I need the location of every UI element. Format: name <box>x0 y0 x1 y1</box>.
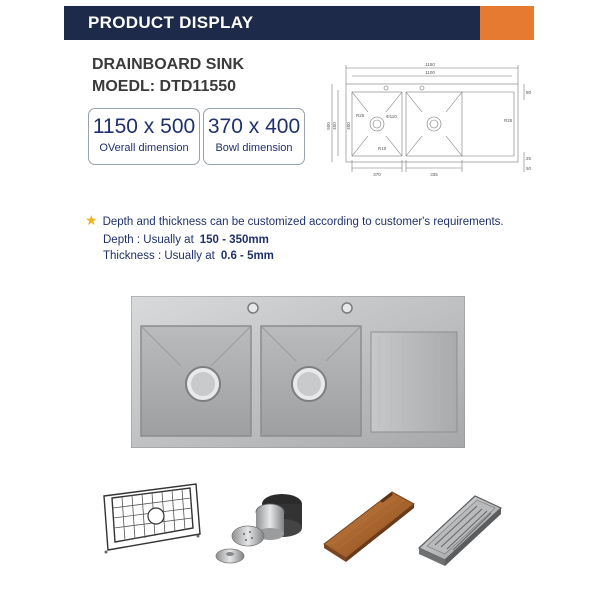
customization-note <box>85 212 504 229</box>
overall-dimension-box <box>88 108 200 165</box>
dim-1150-top: 1150 <box>425 62 435 67</box>
depth-value: 150 - 350mm <box>199 234 269 246</box>
bowl-dimension-box <box>203 108 305 165</box>
dim-1100-top: 1100 <box>425 70 435 75</box>
bottom-grid-image <box>92 478 208 558</box>
dim-r25-left: R25 <box>356 113 365 118</box>
thickness-label: Thickness : Usually at <box>103 250 215 262</box>
star-icon: ★ <box>85 212 98 228</box>
depth-label: Depth : Usually at <box>103 234 194 246</box>
header-accent-block <box>480 6 534 40</box>
dim-370-bottom: 370 <box>373 172 381 177</box>
overall-dimension-value: 1150 x 500 <box>92 115 196 138</box>
product-title: DRAINBOARD SINK <box>92 56 244 73</box>
dim-335-bottom: 335 <box>430 172 438 177</box>
strainer-basket-image <box>210 478 310 573</box>
cutting-board-image <box>318 478 418 568</box>
technical-drawing <box>322 60 534 180</box>
dim-400-bowl: 400 <box>346 122 351 130</box>
dim-r25-right: R25 <box>504 118 513 123</box>
customization-note-text: Depth and thickness can be customized according to customer's requirements. <box>102 216 504 228</box>
dim-50-right: 50 <box>526 166 532 171</box>
overall-dimension-label: OVerall dimension <box>99 142 189 154</box>
colander-drainer-image <box>415 478 507 566</box>
dim-25-right: 25 <box>526 156 532 161</box>
dim-r10: R10 <box>378 146 387 151</box>
dim-500-left: 500 <box>326 122 331 130</box>
thickness-value: 0.6 - 5mm <box>220 250 274 262</box>
header-bar <box>64 6 534 40</box>
dim-80-right: 80 <box>526 90 532 95</box>
depth-spec <box>103 234 269 246</box>
dim-450-left: 450 <box>332 122 337 130</box>
dim-phi110: Φ110 <box>386 114 397 119</box>
sink-product-image <box>131 296 465 448</box>
bowl-dimension-label: Bowl dimension <box>215 142 293 154</box>
thickness-spec <box>103 250 274 262</box>
product-model: MOEDL: DTD11550 <box>92 78 237 95</box>
header-title: PRODUCT DISPLAY <box>88 13 254 32</box>
bowl-dimension-value: 370 x 400 <box>207 115 301 138</box>
